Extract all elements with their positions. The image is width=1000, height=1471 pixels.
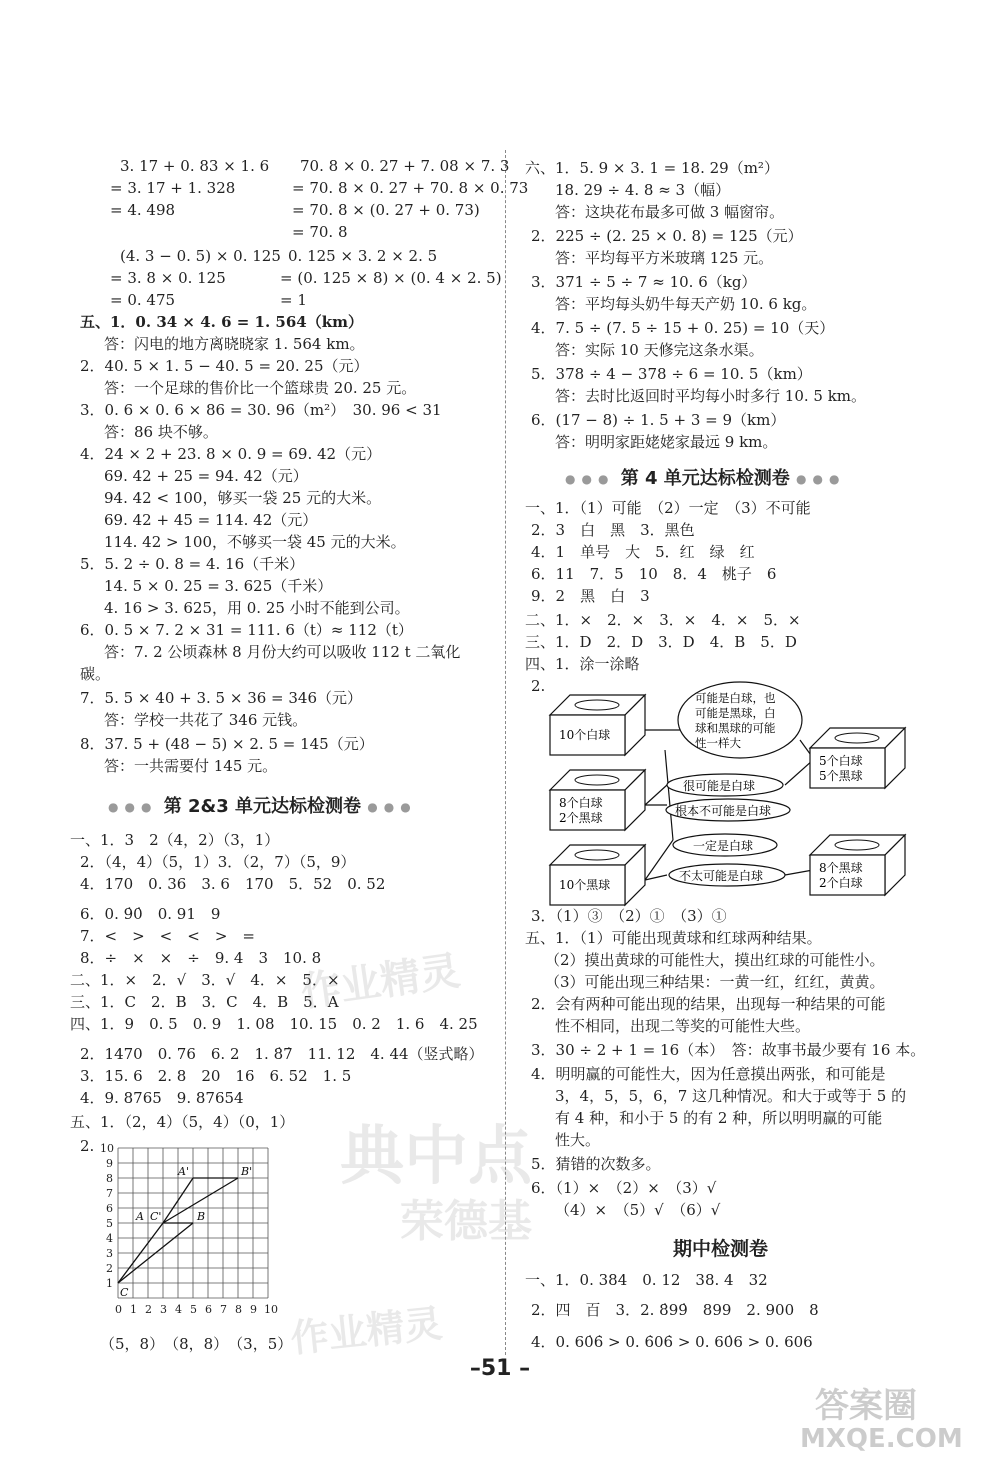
answer-line: 5．5. 2 ÷ 0. 8 = 4. 16（千米） bbox=[80, 555, 305, 573]
section-heading: 期中检测卷 bbox=[673, 1238, 769, 1260]
answer-line: （3）可能出现三种结果：一黄一红，红红，黄黄。 bbox=[545, 973, 885, 991]
watermark: 作业精灵 bbox=[288, 1301, 445, 1361]
calc-line: = 70. 8 bbox=[292, 223, 348, 241]
heading-dots-icon: ●●● bbox=[367, 800, 417, 814]
answer-line: 2．3 白 黑 3．黑色 bbox=[531, 521, 695, 539]
oval-text: 很可能是白球 bbox=[683, 779, 756, 793]
svg-text:9: 9 bbox=[106, 1157, 113, 1170]
coordinates-answer: （5，8） （8，8） （3，5） bbox=[100, 1335, 293, 1353]
answer-line: 4．7. 5 ÷ (7. 5 ÷ 15 + 0. 25) = 10（天） bbox=[531, 319, 835, 337]
answer-line: 2．（4，4）（5，1）3．（2，7）（5，9） bbox=[80, 853, 356, 871]
box-10-white bbox=[550, 695, 645, 755]
point-label: C' bbox=[150, 1210, 162, 1223]
answer-line: 二、1．× 2．√ 3．√ 4．× 5．× bbox=[70, 971, 340, 989]
answer-line: 答：学校一共花了 346 元钱。 bbox=[104, 711, 308, 729]
coordinate-grid bbox=[98, 1138, 298, 1328]
answer-line: 14. 5 × 0. 25 = 3. 625（千米） bbox=[104, 577, 333, 595]
answer-line: 4．0. 60̇6̇ > 0. 6̇06̇ > 0. 60̇6 > 0. 606 bbox=[531, 1333, 813, 1351]
calc-line: = 4. 498 bbox=[110, 201, 176, 219]
box-label: 10个白球 bbox=[559, 728, 611, 742]
svg-text:10: 10 bbox=[100, 1142, 114, 1155]
answer-line: 2. bbox=[80, 1137, 95, 1155]
box-label: 2个白球 bbox=[819, 876, 863, 890]
bubble-text: 可能是白球，也 bbox=[695, 691, 776, 705]
answer-line: 答：明明家距姥姥家最远 9 km。 bbox=[555, 433, 778, 451]
svg-text:5: 5 bbox=[190, 1303, 197, 1316]
oval-impossible-white bbox=[666, 799, 790, 821]
svg-text:2: 2 bbox=[106, 1262, 113, 1275]
calc-line: 0. 125 × 3. 2 × 2. 5 bbox=[288, 247, 438, 265]
answer-line: 四、1．9 0. 5 0. 9 1. 08 10. 15 0. 2 1. 6 4. 25 bbox=[70, 1015, 478, 1033]
svg-text:8: 8 bbox=[106, 1172, 113, 1185]
answer-line: 答：实际 10 天修完这条水渠。 bbox=[555, 341, 764, 359]
answer-line: 6．11 7．5 10 8．4 桃子 6 bbox=[531, 565, 777, 583]
answer-line: 四、1．涂一涂略 bbox=[525, 655, 640, 673]
box-label: 8个黑球 bbox=[819, 861, 863, 875]
answer-line: 3．15. 6 2. 8 20 16 6. 52 1. 5 bbox=[80, 1067, 352, 1085]
answer-line: 答：平均每头奶牛每天产奶 10. 6 kg。 bbox=[555, 295, 817, 313]
answer-line: 18. 29 ÷ 4. 8 ≈ 3（幅） bbox=[555, 181, 731, 199]
calc-line: = 70. 8 × 0. 27 + 70. 8 × 0. 73 bbox=[292, 179, 529, 197]
answer-line: 2．40. 5 × 1. 5 − 40. 5 = 20. 25（元） bbox=[80, 357, 369, 375]
answer-line: 二、1．× 2．× 3．× 4．× 5．× bbox=[525, 611, 801, 629]
answer-line: 4．明明赢的可能性大，因为任意摸出两张，和可能是 bbox=[531, 1065, 886, 1083]
calc-line: = (0. 125 × 8) × (0. 4 × 2. 5) bbox=[280, 269, 502, 287]
answer-line: 7．5. 5 × 40 + 3. 5 × 36 = 346（元） bbox=[80, 689, 363, 707]
answer-line: 8．37. 5 + (48 − 5) × 2. 5 = 145（元） bbox=[80, 735, 374, 753]
svg-text:9: 9 bbox=[250, 1303, 257, 1316]
answer-line: 性不相同，出现二等奖的可能性大些。 bbox=[555, 1017, 811, 1035]
oval-likely-white bbox=[667, 774, 783, 796]
watermark: 答案圈 bbox=[815, 1386, 917, 1426]
heading-text: 第 2&3 单元达标检测卷 bbox=[163, 796, 361, 817]
answer-line: 三、1．C 2．B 3．C 4．B 5．A bbox=[70, 993, 339, 1011]
box-label: 5个白球 bbox=[819, 754, 863, 768]
svg-text:5: 5 bbox=[106, 1217, 113, 1230]
answer-line: 4．1 单号 大 5．红 绿 红 bbox=[531, 543, 755, 561]
oval-text: 不太可能是白球 bbox=[679, 869, 764, 883]
answer-line: 69. 42 + 25 = 94. 42（元） bbox=[104, 467, 308, 485]
box-label: 8个白球 bbox=[559, 796, 603, 810]
watermark: 典中点 bbox=[340, 1120, 532, 1194]
answer-line: 5．378 ÷ 4 − 378 ÷ 6 = 10. 5（km） bbox=[531, 365, 812, 383]
svg-text:8: 8 bbox=[235, 1303, 242, 1316]
answer-line: 三、1．D 2．D 3．D 4．B 5．D bbox=[525, 633, 797, 651]
answer-line: 答：一个足球的售价比一个篮球贵 20. 25 元。 bbox=[104, 379, 417, 397]
answer-line: 6．（1）× （2）× （3）√ bbox=[531, 1179, 717, 1197]
point-label: A bbox=[136, 1210, 144, 1223]
box-8-black-2-white bbox=[810, 835, 905, 895]
answer-line: 3．0. 6 × 0. 6 × 86 = 30. 96（m²） 30. 96 < 31 bbox=[80, 401, 442, 419]
answer-line: 六、1．5. 9 × 3. 1 = 18. 29（m²） bbox=[525, 159, 779, 177]
svg-text:6: 6 bbox=[205, 1303, 212, 1316]
box-8-white-2-black bbox=[550, 770, 645, 830]
svg-text:4: 4 bbox=[175, 1303, 182, 1316]
answer-line: 3．（1）③ （2）① （3）① bbox=[531, 907, 727, 925]
oval-text: 一定是白球 bbox=[693, 839, 754, 853]
answer-line: 4．170 0. 36 3. 6 170 5．52 0. 52 bbox=[80, 875, 386, 893]
answer-line: 答：86 块不够。 bbox=[104, 423, 218, 441]
answer-line: 6．(17 − 8) ÷ 1. 5 + 3 = 9（km） bbox=[531, 411, 786, 429]
answer-line: 5．猜错的次数多。 bbox=[531, 1155, 661, 1173]
box-label: 5个黑球 bbox=[819, 769, 863, 783]
point-label: B bbox=[197, 1210, 206, 1223]
point-label: B' bbox=[241, 1165, 253, 1178]
answer-line: 2．会有两种可能出现的结果，出现每一种结果的可能 bbox=[531, 995, 886, 1013]
probability-diagram bbox=[545, 680, 965, 910]
calc-line: 3. 17 + 0. 83 × 1. 6 bbox=[120, 157, 270, 175]
svg-text:3: 3 bbox=[106, 1247, 113, 1260]
answer-line: 114. 42 > 100，不够买一袋 45 元的大米。 bbox=[104, 533, 406, 551]
answer-line: 4. 16 > 3. 625，用 0. 25 小时不能到公司。 bbox=[104, 599, 410, 617]
answer-line: 94. 42 < 100，够买一袋 25 元的大米。 bbox=[104, 489, 382, 507]
answer-line: 五、1．（2，4）（5，4）（0，1） bbox=[70, 1113, 295, 1131]
answer-line: 五、1．（1）可能出现黄球和红球两种结果。 bbox=[525, 929, 822, 947]
answer-line: 答：7. 2 公顷森林 8 月份大约可以吸收 112 t 二氧化 bbox=[104, 643, 461, 661]
calc-line: = 70. 8 × (0. 27 + 0. 73) bbox=[292, 201, 480, 219]
bubble-text: 可能是黑球，白 bbox=[695, 706, 776, 720]
svg-text:2: 2 bbox=[145, 1303, 152, 1316]
svg-text:7: 7 bbox=[106, 1187, 113, 1200]
answer-line: 有 4 种，和小于 5 的有 2 种，所以明明赢的可能 bbox=[555, 1109, 883, 1127]
answer-line: 答：平均每平方米玻璃 125 元。 bbox=[555, 249, 774, 267]
answer-line: 69. 42 + 45 = 114. 42（元） bbox=[104, 511, 318, 529]
svg-text:1: 1 bbox=[130, 1303, 137, 1316]
watermark: 荣德基 bbox=[400, 1196, 532, 1247]
bubble-equal-chance bbox=[678, 682, 802, 758]
oval-unlikely-white bbox=[669, 864, 785, 886]
answer-line: 9．2 黑 白 3 bbox=[531, 587, 650, 605]
svg-text:0: 0 bbox=[115, 1303, 122, 1316]
answer-line: 2．1470 0. 76 6. 2 1. 8̇7̇ 11. 12 4. 44（竖式略） bbox=[80, 1045, 484, 1063]
watermark: MXQE.COM bbox=[800, 1424, 963, 1454]
calc-line: 70. 8 × 0. 27 + 7. 08 × 7. 3 bbox=[300, 157, 510, 175]
answer-line: 答：闪电的地方离晓晓家 1. 564 km。 bbox=[104, 335, 365, 353]
answer-line: 答：一共需要付 145 元。 bbox=[104, 757, 278, 775]
answer-line: 4．24 × 2 + 23. 8 × 0. 9 = 69. 42（元） bbox=[80, 445, 382, 463]
box-label: 10个黑球 bbox=[559, 878, 611, 892]
answer-line: 6．0. 5 × 7. 2 × 31 = 111. 6（t）≈ 112（t） bbox=[80, 621, 413, 639]
answer-line: 2．225 ÷ (2. 25 × 0. 8) = 125（元） bbox=[531, 227, 803, 245]
point-label: A' bbox=[178, 1165, 189, 1178]
box-5-white-5-black bbox=[810, 728, 905, 788]
svg-text:4: 4 bbox=[106, 1232, 113, 1245]
calc-line: (4. 3 − 0. 5) × 0. 125 bbox=[120, 247, 281, 265]
svg-text:3: 3 bbox=[160, 1303, 167, 1316]
answer-line: 答：这块花布最多可做 3 幅窗帘。 bbox=[555, 203, 785, 221]
oval-text: 根本不可能是白球 bbox=[675, 804, 772, 818]
svg-text:6: 6 bbox=[106, 1202, 113, 1215]
calc-line: = 0. 475 bbox=[110, 291, 176, 309]
answer-line: 答：去时比返回时平均每小时多行 10. 5 km。 bbox=[555, 387, 867, 405]
heading-dots-icon: ●●● bbox=[565, 472, 615, 486]
box-label: 2个黑球 bbox=[559, 811, 603, 825]
answer-line: 6．0. 9̇0̇ 0. 91 9 bbox=[80, 905, 221, 923]
answer-line: 3，4，5，5，6，7 这几种情况。和大于或等于 5 的 bbox=[555, 1087, 907, 1105]
answer-line: 五、1．0. 34 × 4. 6 = 1. 564（km） bbox=[80, 313, 363, 331]
answer-line: 7．< > < < > = bbox=[80, 927, 255, 945]
answer-line: （2）摸出黄球的可能性大，摸出红球的可能性小。 bbox=[545, 951, 885, 969]
answer-line: 一、1．3 2（4，2）（3，1） bbox=[70, 831, 280, 849]
calc-line: = 1 bbox=[280, 291, 307, 309]
svg-text:10: 10 bbox=[264, 1303, 278, 1316]
answer-line: 3．30 ÷ 2 + 1 = 16（本） 答：故事书最少要有 16 本。 bbox=[531, 1041, 926, 1059]
answer-line: 4．9. 8765 9. 87654 bbox=[80, 1089, 244, 1107]
answer-line: 8．÷ × × ÷ 9. 4 3 10. 8 bbox=[80, 949, 322, 967]
heading-text: 第 4 单元达标检测卷 bbox=[620, 468, 790, 489]
answer-line: 碳。 bbox=[80, 665, 111, 683]
page-number: –51 – bbox=[469, 1356, 531, 1381]
heading-dots-icon: ●●● bbox=[796, 472, 846, 486]
answer-line: 性大。 bbox=[555, 1131, 601, 1149]
calc-line: = 3. 17 + 1. 328 bbox=[110, 179, 236, 197]
watermark: 作业精灵 bbox=[298, 948, 463, 1016]
oval-certain-white bbox=[673, 834, 777, 856]
answer-line: 3．371 ÷ 5 ÷ 7 ≈ 10. 6（kg） bbox=[531, 273, 757, 291]
box-10-black bbox=[550, 845, 645, 905]
answer-line: 一、1．0. 384 0. 12 38. 4 32 bbox=[525, 1271, 768, 1289]
bubble-text: 球和黑球的可能 bbox=[695, 721, 776, 735]
svg-text:1: 1 bbox=[106, 1277, 113, 1290]
answer-line: 2. bbox=[531, 677, 546, 695]
section-heading bbox=[565, 464, 845, 490]
answer-line: 2．四 百 3．2. 8̇99̇ 899 2. 900 8 bbox=[531, 1301, 819, 1319]
bubble-text: 性一样大 bbox=[695, 736, 741, 750]
svg-text:7: 7 bbox=[220, 1303, 227, 1316]
point-label: C bbox=[120, 1286, 129, 1299]
section-heading bbox=[108, 792, 417, 818]
answer-line: 一、1．（1）可能 （2）一定 （3）不可能 bbox=[525, 499, 811, 517]
calc-line: = 3. 8 × 0. 125 bbox=[110, 269, 226, 287]
heading-dots-icon: ●●● bbox=[108, 800, 158, 814]
answer-line: （4）× （5）√ （6）√ bbox=[555, 1201, 721, 1219]
